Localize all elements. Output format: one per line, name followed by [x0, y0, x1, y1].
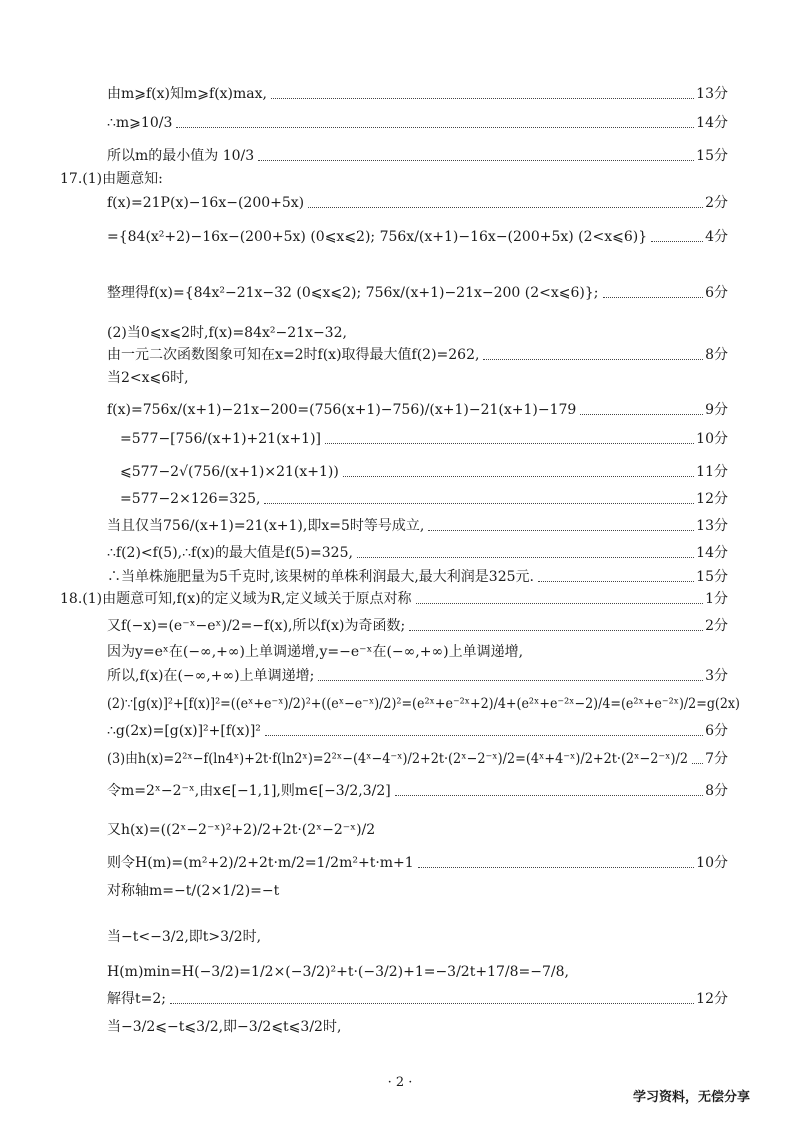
- score-label: 14分: [696, 115, 728, 131]
- score-label: 10分: [696, 431, 728, 447]
- dotted-leader: [418, 852, 694, 868]
- line-text: 当且仅当756/(x+1)=21(x+1),即x=5时等号成立,: [107, 518, 425, 534]
- line-text: ∴f(2)<f(5),∴f(x)的最大值是f(5)=325,: [107, 545, 353, 561]
- line-text: ∴g(2x)=[g(x)]²+[f(x)]²: [107, 723, 261, 739]
- score-label: 2分: [705, 618, 728, 634]
- answer-line: [0, 748, 800, 772]
- line-text: 则令H(m)=(m²+2)/2+2t·m/2=1/2m²+t·m+1: [107, 855, 414, 871]
- score-label: 11分: [696, 464, 728, 480]
- line-text: 因为y=eˣ在(−∞,+∞)上单调递增,y=−e⁻ˣ在(−∞,+∞)上单调递增,: [107, 644, 524, 660]
- score-label: 9分: [705, 402, 728, 418]
- answer-line: [0, 515, 800, 539]
- answer-line: [0, 693, 800, 717]
- answer-line: [0, 615, 800, 639]
- score-label: 6分: [705, 285, 728, 301]
- score-label: 1分: [705, 591, 728, 607]
- line-text: (2)∵[g(x)]²+[f(x)]²=((eˣ+e⁻ˣ)/2)²+((eˣ−e⁻ˣ)/2)²=(e²ˣ+e⁻²ˣ+2)/4+(e²ˣ+e⁻²ˣ−2)/4=(e²ˣ+e⁻²ˣ)/2=g(2x): [107, 696, 740, 712]
- score-label: 15分: [696, 569, 728, 585]
- answer-line: [0, 344, 800, 368]
- line-text: 解得t=2;: [107, 991, 166, 1007]
- score-label: 8分: [705, 783, 728, 799]
- answer-line: [0, 282, 800, 306]
- line-text: 令m=2ˣ−2⁻ˣ,由x∈[−1,1],则m∈[−3/2,3/2]: [107, 783, 391, 799]
- answer-line: [0, 226, 800, 250]
- line-text: 18.(1)由题意可知,f(x)的定义域为R,定义域关于原点对称: [60, 591, 412, 607]
- dotted-leader: [692, 748, 703, 764]
- dotted-leader: [428, 515, 694, 531]
- line-text: 又f(−x)=(e⁻ˣ−eˣ)/2=−f(x),所以f(x)为奇函数;: [107, 618, 406, 634]
- answer-line: [0, 322, 800, 346]
- answer-line: [0, 819, 800, 843]
- score-label: 13分: [696, 86, 728, 102]
- dotted-leader: [264, 488, 694, 504]
- dotted-leader: [483, 344, 703, 360]
- line-text: 当2<x⩽6时,: [107, 370, 189, 386]
- line-text: 整理得f(x)={84x²−21x−32 (0⩽x⩽2); 756x/(x+1)−21x−200 (2<x⩽6)};: [107, 285, 599, 301]
- answer-line: [0, 588, 800, 612]
- answer-line: [0, 852, 800, 876]
- dotted-leader: [271, 83, 694, 99]
- answer-line: [0, 367, 800, 391]
- line-text: 所以m的最小值为 10/3: [107, 148, 255, 164]
- line-text: ⩽577−2√(756/(x+1)×21(x+1)): [120, 464, 339, 480]
- dotted-leader: [318, 665, 703, 681]
- answer-line: [0, 192, 800, 216]
- dotted-leader: [395, 780, 703, 796]
- answer-line: [0, 112, 800, 136]
- dotted-leader: [265, 720, 703, 736]
- score-label: 7分: [705, 751, 728, 767]
- answer-line: [0, 665, 800, 689]
- dotted-leader: [603, 282, 704, 298]
- line-text: H(m)min=H(−3/2)=1/2×(−3/2)²+t·(−3/2)+1=−3/2t+17/8=−7/8,: [107, 964, 569, 980]
- line-text: f(x)=756x/(x+1)−21x−200=(756(x+1)−756)/(x+1)−21(x+1)−179: [107, 402, 577, 418]
- score-label: 15分: [696, 148, 728, 164]
- score-label: 4分: [705, 229, 728, 245]
- dotted-leader: [258, 145, 694, 161]
- answer-line: [0, 566, 800, 590]
- answer-line: [0, 428, 800, 452]
- line-text: ={84(x²+2)−16x−(200+5x) (0⩽x⩽2); 756x/(x+1)−16x−(200+5x) (2<x⩽6)}: [107, 229, 648, 245]
- line-text: =577−[756/(x+1)+21(x+1)]: [120, 431, 322, 447]
- dotted-leader: [416, 588, 704, 604]
- score-label: 6分: [705, 723, 728, 739]
- watermark-text: 学习资料，无偿分享: [632, 1090, 750, 1105]
- dotted-leader: [580, 399, 703, 415]
- line-text: 又h(x)=((2ˣ−2⁻ˣ)²+2)/2+2t·(2ˣ−2⁻ˣ)/2: [107, 822, 376, 838]
- page-number: · 2 ·: [387, 1075, 413, 1090]
- dotted-leader: [308, 192, 703, 208]
- dotted-leader: [170, 988, 694, 1004]
- line-text: f(x)=21P(x)−16x−(200+5x): [107, 195, 305, 211]
- dotted-leader: [651, 226, 703, 242]
- answer-line: [0, 542, 800, 566]
- answer-line: [0, 461, 800, 485]
- answer-line: [0, 926, 800, 950]
- line-text: 17.(1)由题意知:: [60, 171, 163, 187]
- line-text: 由一元二次函数图象可知在x=2时f(x)取得最大值f(2)=262,: [107, 347, 480, 363]
- score-label: 3分: [705, 668, 728, 684]
- line-text: (3)由h(x)=2²ˣ−f(ln4ˣ)+2t·f(ln2ˣ)=2²ˣ−(4ˣ−4⁻ˣ)/2+2t·(2ˣ−2⁻ˣ)/2=(4ˣ+4⁻ˣ)/2+2t·(2ˣ−2⁻ˣ)/2: [107, 751, 688, 767]
- dotted-leader: [409, 615, 703, 631]
- score-label: 8分: [705, 347, 728, 363]
- score-label: 2分: [705, 195, 728, 211]
- answer-line: [0, 961, 800, 985]
- line-text: (2)当0⩽x⩽2时,f(x)=84x²−21x−32,: [107, 325, 347, 341]
- dotted-leader: [343, 461, 694, 477]
- line-text: =577−2×126=325,: [120, 491, 261, 507]
- line-text: 当−t<−3/2,即t>3/2时,: [107, 929, 262, 945]
- score-label: 14分: [696, 545, 728, 561]
- answer-line: [0, 780, 800, 804]
- dotted-leader: [357, 542, 694, 558]
- score-label: 12分: [696, 991, 728, 1007]
- line-text: ∴m⩾10/3: [107, 115, 173, 131]
- dotted-leader: [538, 566, 694, 582]
- answer-line: [0, 1016, 800, 1040]
- answer-line: [0, 399, 800, 423]
- score-label: 10分: [696, 855, 728, 871]
- line-text: ∴当单株施肥量为5千克时,该果树的单株利润最大,最大利润是325元.: [107, 569, 534, 585]
- line-text: 对称轴m=−t/(2×1/2)=−t: [107, 883, 280, 899]
- dotted-leader: [325, 428, 694, 444]
- answer-line: [0, 145, 800, 169]
- dotted-leader: [176, 112, 694, 128]
- line-text: 由m⩾f(x)知m⩾f(x)max,: [107, 86, 267, 102]
- answer-line: [0, 83, 800, 107]
- score-label: 12分: [696, 491, 728, 507]
- score-label: 13分: [696, 518, 728, 534]
- answer-line: [0, 988, 800, 1012]
- answer-line: [0, 641, 800, 665]
- answer-line: [0, 720, 800, 744]
- line-text: 当−3/2⩽−t⩽3/2,即−3/2⩽t⩽3/2时,: [107, 1019, 342, 1035]
- answer-line: [0, 880, 800, 904]
- line-text: 所以,f(x)在(−∞,+∞)上单调递增;: [107, 668, 315, 684]
- answer-line: [0, 488, 800, 512]
- answer-line: [0, 168, 800, 192]
